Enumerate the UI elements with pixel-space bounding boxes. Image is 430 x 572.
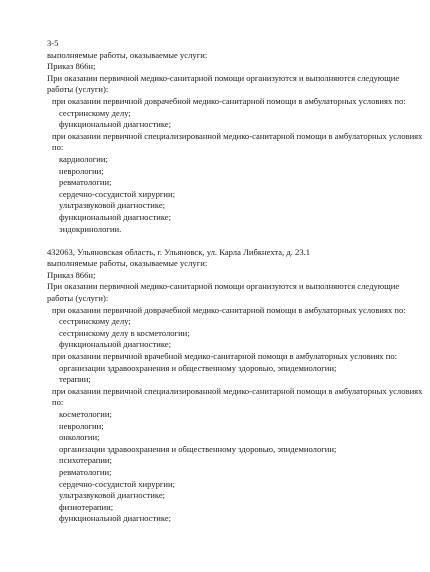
license-block-1	[47, 38, 423, 235]
text-line: сестринскому делу в косметологии;	[59, 327, 190, 338]
text-line: терапии;	[59, 374, 91, 385]
text-line: при оказании первичной врачебной медико-санитарной помощи в амбулаторных условиях по:	[52, 351, 398, 362]
text-line: ревматологии;	[59, 466, 112, 477]
text-line: сестринскому делу;	[59, 107, 131, 118]
text-line: организации здравоохранения и общественному здоровью, эпидемиологии;	[59, 362, 337, 373]
text-line: неврологии;	[59, 420, 104, 431]
text-line: при оказании первичной специализированной медико-санитарной помощи в амбулаторных условиях по:	[52, 130, 423, 153]
text-line: При оказании первичной медико-санитарной помощи организуются и выполняются следующие работы (услуги):	[47, 281, 400, 304]
text-line: ультразвуковой диагностике;	[59, 200, 166, 211]
text-line: При оказании первичной медико-санитарной помощи организуются и выполняются следующие работы (услуги):	[47, 72, 400, 95]
text-line: косметологии;	[59, 409, 112, 419]
block-spacer	[47, 235, 423, 247]
text-line: сестринскому делу;	[59, 316, 131, 327]
document-page	[47, 38, 423, 525]
text-line: функциональной диагностике;	[59, 513, 172, 524]
text-line: кардиологии;	[59, 153, 108, 164]
text-line: ультразвуковой диагностике;	[59, 490, 166, 501]
text-line: сердечно-сосудистой хирургии;	[59, 188, 176, 199]
text-line: неврологии;	[59, 165, 104, 176]
license-block-2	[47, 247, 423, 525]
text-line: эндокринологии.	[59, 223, 122, 234]
text-line: 3-5	[47, 38, 59, 48]
text-line: 432063, Ульяновская область, г. Ульяновск, ул. Карла Либкнехта, д. 23.1	[47, 246, 311, 257]
text-line: Приказ 866н;	[47, 61, 96, 72]
text-line: физиотерапии;	[59, 501, 114, 512]
text-line: выполняемые работы, оказываемые услуги:	[47, 49, 208, 60]
text-line: функциональной диагностике;	[59, 119, 172, 130]
text-line: функциональной диагностике;	[59, 339, 172, 350]
text-line: онкологии;	[59, 432, 100, 443]
text-line: при оказании первичной доврачебной медико-санитарной помощи в амбулаторных условиях по:	[52, 95, 406, 106]
text-line: психотерапии;	[59, 455, 112, 466]
text-line: при оказании первичной специализированной медико-санитарной помощи в амбулаторных условиях по:	[52, 385, 423, 408]
text-line: функциональной диагностике;	[59, 211, 172, 222]
text-line: при оказании первичной доврачебной медико-санитарной помощи в амбулаторных условиях по:	[52, 304, 406, 315]
text-line: организации здравоохранения и общественному здоровью, эпидемиологии;	[59, 443, 337, 454]
text-line: сердечно-сосудистой хирургии;	[59, 478, 176, 489]
text-line: Приказ 866н;	[47, 269, 96, 280]
text-line: ревматологии;	[59, 177, 112, 188]
text-line: выполняемые работы, оказываемые услуги:	[47, 258, 208, 269]
